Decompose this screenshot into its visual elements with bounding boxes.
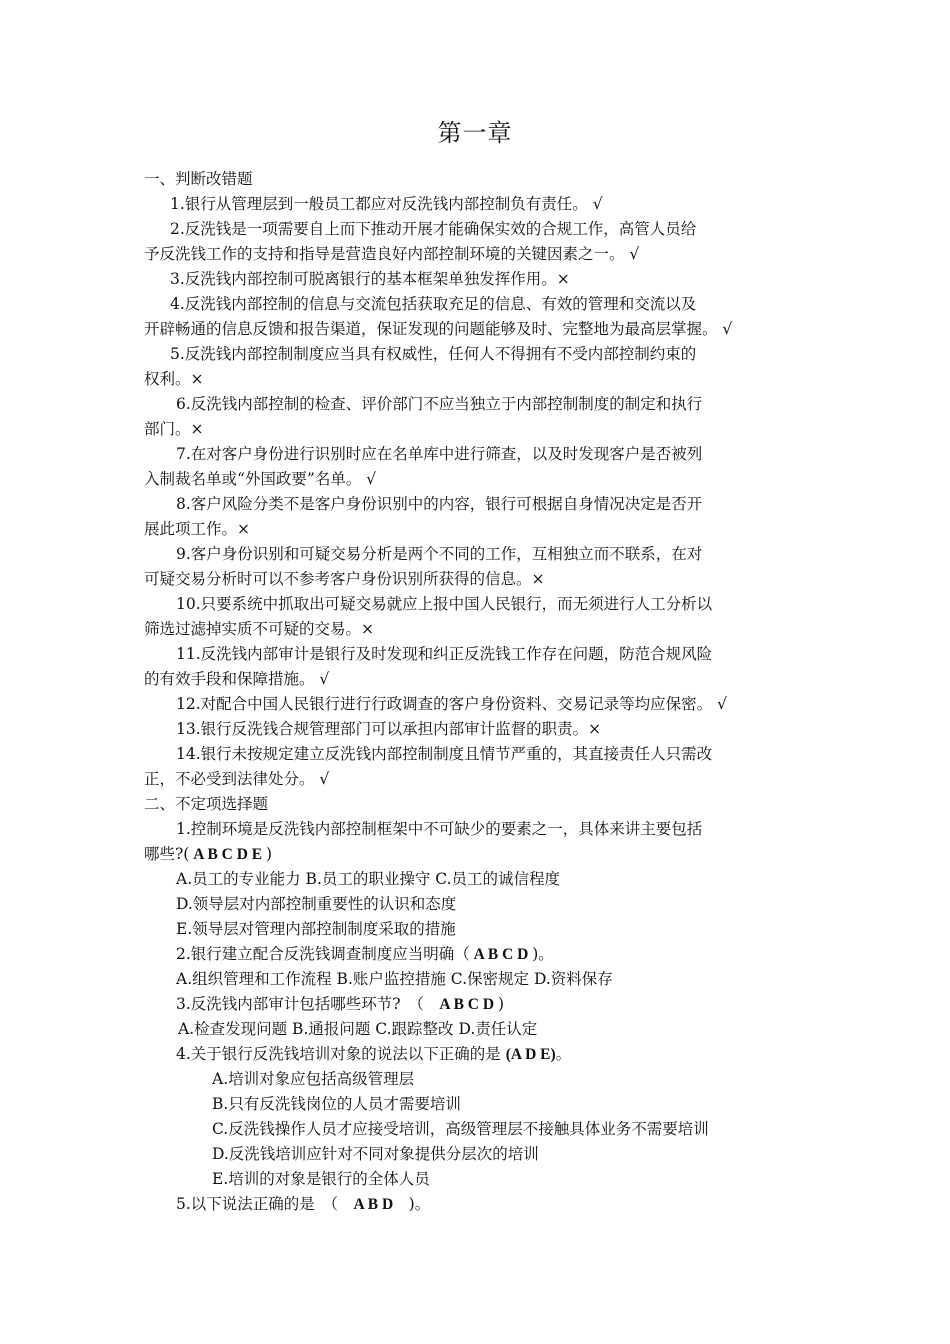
tf-question-2-line-2: 予反洗钱工作的支持和指导是营造良好内部控制环境的关键因素之一。 √ [144, 245, 640, 263]
tf-question-5-line-1: 5.反洗钱内部控制制度应当具有权威性，任何人不得拥有不受内部控制约束的 [170, 345, 697, 363]
tf-question-11-line-1: 11.反洗钱内部审计是银行及时发现和纠正反洗钱工作存在问题，防范合规风险 [176, 645, 713, 663]
tf-question-13: 13.银行反洗钱合规管理部门可以承担内部审计监督的职责。× [176, 720, 602, 738]
option-line: E.领导层对管理内部控制制度采取的措施 [176, 920, 456, 938]
tf-question-4-line-2: 开辟畅通的信息反馈和报告渠道，保证发现的问题能够及时、完整地为最高层掌握。 √ [144, 320, 733, 338]
tf-question-8-line-2: 展此项工作。× [144, 520, 250, 538]
tf-question-5-line-2: 权利。× [144, 370, 204, 388]
tf-question-7-line-1: 7.在对客户身份进行识别时应在名单库中进行筛查，以及时发现客户是否被列 [176, 445, 703, 463]
option-line: A.员工的专业能力 B.员工的职业操守 C.员工的诚信程度 [176, 870, 561, 888]
option-line: A.组织管理和工作流程 B.账户监控措施 C.保密规定 D.资料保存 [176, 970, 613, 988]
section-heading: 一、判断改错题 [144, 170, 253, 188]
tf-question-14-line-2: 正，不必受到法律处分。 √ [144, 770, 330, 788]
tf-question-12: 12.对配合中国人民银行进行行政调查的客户身份资料、交易记录等均应保密。 √ [176, 695, 727, 713]
tf-question-3: 3.反洗钱内部控制可脱离银行的基本框架单独发挥作用。× [170, 270, 570, 288]
section-heading: 二、不定项选择题 [144, 795, 269, 813]
tf-question-1: 1.银行从管理层到一般员工都应对反洗钱内部控制负有责任。 √ [170, 195, 603, 213]
tf-question-2-line-1: 2.反洗钱是一项需要自上而下推动开展才能确保实效的合规工作，高管人员给 [170, 220, 697, 238]
mc-question-3: 3.反洗钱内部审计包括哪些环节? （ A B C D ) [176, 995, 504, 1013]
tf-question-6-line-1: 6.反洗钱内部控制的检查、评价部门不应当独立于内部控制制度的制定和执行 [176, 395, 703, 413]
mc-question-4: 4.关于银行反洗钱培训对象的说法以下正确的是 (A D E)。 [176, 1045, 572, 1063]
tf-question-8-line-1: 8.客户风险分类不是客户身份识别中的内容，银行可根据自身情况决定是否开 [176, 495, 703, 513]
tf-question-7-line-2: 入制裁名单或“外国政要”名单。 √ [144, 470, 377, 488]
mc-question-5: 5.以下说法正确的是 （ A B D )。 [176, 1195, 431, 1213]
answer-text: (A D E) [505, 1046, 556, 1063]
chapter-title: 第一章 [437, 119, 513, 147]
tf-question-11-line-2: 的有效手段和保障措施。 √ [144, 670, 330, 688]
option-line: A.培训对象应包括高级管理层 [212, 1070, 415, 1088]
answer-text: A B C D [469, 946, 533, 963]
answer-text: A B D [338, 1196, 409, 1213]
mc-question-1-line-2: 哪些?( A B C D E ) [144, 845, 273, 863]
mc-question-2: 2.银行建立配合反洗钱调查制度应当明确（ A B C D )。 [176, 945, 554, 963]
mc-question-1-line-1: 1.控制环境是反洗钱内部控制框架中不可缺少的要素之一，具体来讲主要包括 [176, 820, 703, 838]
tf-question-10-line-1: 10.只要系统中抓取出可疑交易就应上报中国人民银行，而无须进行人工分析以 [176, 595, 713, 613]
option-line: B.只有反洗钱岗位的人员才需要培训 [212, 1095, 461, 1113]
tf-question-4-line-1: 4.反洗钱内部控制的信息与交流包括获取充足的信息、有效的管理和交流以及 [170, 295, 697, 313]
tf-question-14-line-1: 14.银行未按规定建立反洗钱内部控制制度且情节严重的，其直接责任人只需改 [176, 745, 713, 763]
answer-text: A B C D [423, 996, 498, 1013]
tf-question-6-line-2: 部门。× [144, 420, 204, 438]
tf-question-9-line-1: 9.客户身份识别和可疑交易分析是两个不同的工作，互相独立而不联系，在对 [176, 545, 703, 563]
option-line: C.反洗钱操作人员才应接受培训，高级管理层不接触具体业务不需要培训 [212, 1120, 709, 1138]
tf-question-10-line-2: 筛选过滤掉实质不可疑的交易。× [144, 620, 374, 638]
tf-question-9-line-2: 可疑交易分析时可以不参考客户身份识别所获得的信息。× [144, 570, 545, 588]
option-line: A.检查发现问题 B.通报问题 C.跟踪整改 D.责任认定 [178, 1020, 538, 1038]
option-line: D.领导层对内部控制重要性的认识和态度 [176, 895, 457, 913]
option-line: D.反洗钱培训应针对不同对象提供分层次的培训 [212, 1145, 539, 1163]
option-line: E.培训的对象是银行的全体人员 [212, 1170, 430, 1188]
answer-text: A B C D E [189, 846, 267, 863]
